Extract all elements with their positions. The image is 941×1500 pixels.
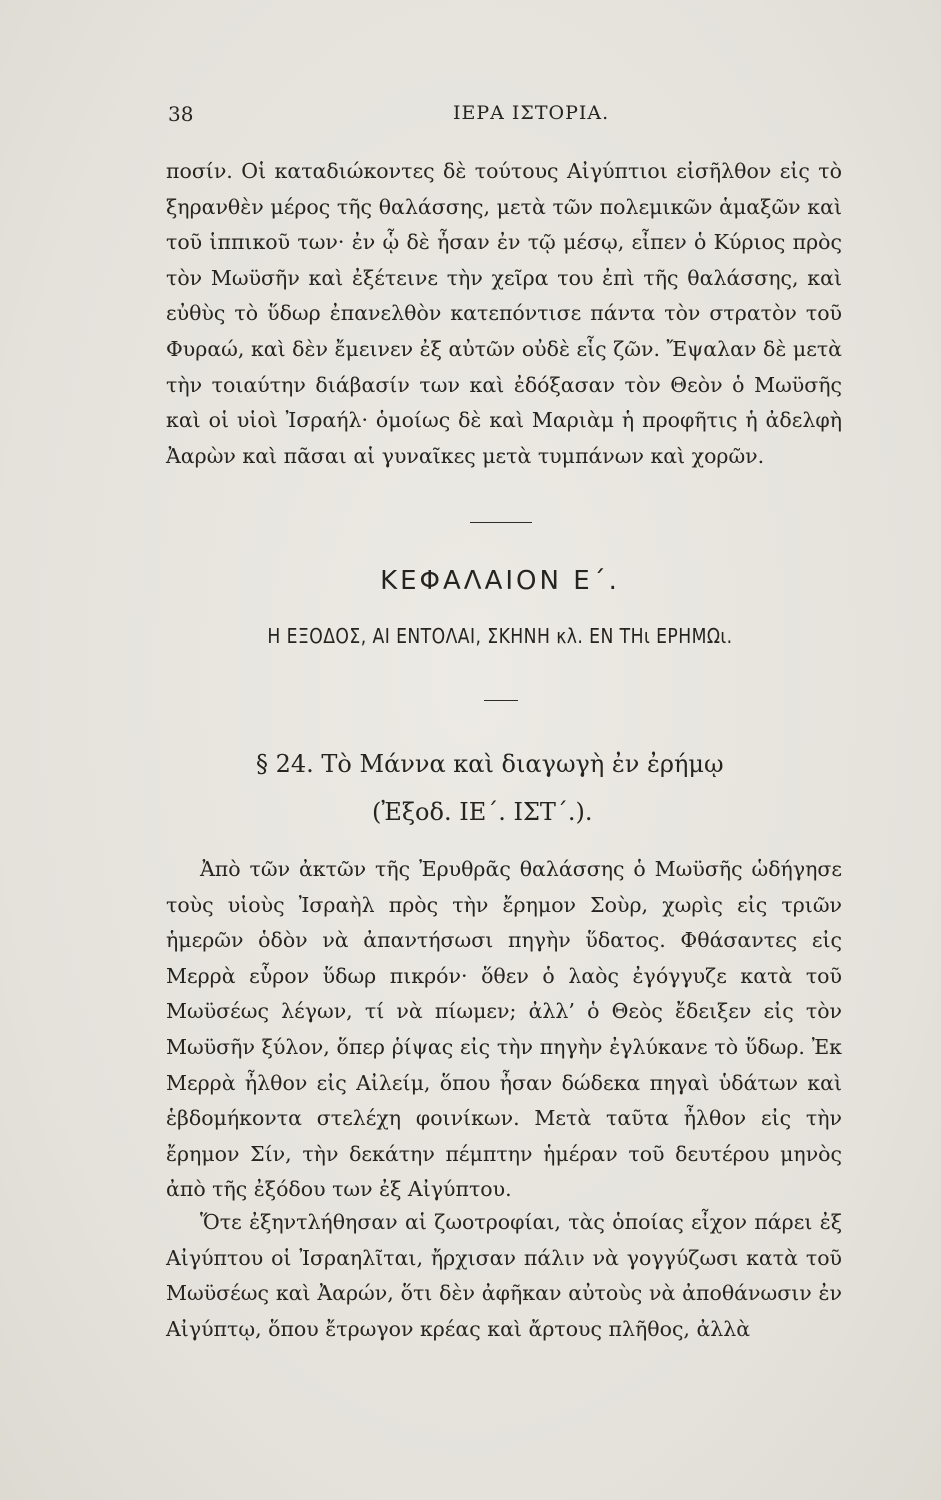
chapter-title: ΚΕΦΑΛΑΙΟΝ Ε΄.	[380, 566, 620, 596]
section-heading: § 24. Τὸ Μάννα καὶ διαγωγὴ ἐν ἐρήμῳ	[256, 750, 724, 778]
paragraph-3: Ὅτε ἐξηντλήθησαν αἱ ζωοτροφίαι, τὰς ὁποίας εἶχον πάρει ἐξ Αἰγύπτου οἱ Ἰσραηλῖται, ἤρχισαν πάλιν νὰ γογγύζωσι κατὰ τοῦ Μωϋσέως καὶ Ἀαρών, ὅτι δὲν ἀφῆκαν αὐτοὺς νὰ ἀποθάνωσιν ἐν Αἰγύπτῳ, ὅπου ἔτρωγον κρέας καὶ ἄρτους πλῆθος, ἀλλὰ	[166, 1210, 842, 1341]
divider-rule	[470, 522, 532, 523]
page-number: 38	[168, 102, 194, 126]
paragraph-2: Ἀπὸ τῶν ἀκτῶν τῆς Ἐρυθρᾶς θαλάσσης ὁ Μωϋσῆς ὡδήγησε τοὺς υἱοὺς Ἰσραὴλ πρὸς τὴν ἔρημον Σοὺρ, χωρὶς εἰς τριῶν ἡμερῶν ὁδὸν νὰ ἀπαντήσωσι πηγὴν ὕδατος. Φθάσαντες εἰς Μερρὰ εὗρον ὕδωρ πικρόν· ὅθεν ὁ λαὸς ἐγόγγυζε κατὰ τοῦ Μωϋσέως λέγων, τί νὰ πίωμεν; ἀλλ’ ὁ Θεὸς ἔδειξεν εἰς τὸν Μωϋσῆν ξύλον, ὅπερ ῥίψας εἰς τὴν πηγὴν ἐγλύκανε τὸ ὕδωρ. Ἐκ Μερρὰ ἦλθον εἰς Αἰλείμ, ὅπου ἦσαν δώδεκα πηγαὶ ὑδάτων καὶ ἑβδομήκοντα στελέχη φοινίκων. Μετὰ ταῦτα ἦλθον εἰς τὴν ἔρημον Σίν, τὴν δεκάτην πέμπτην ἡμέραν τοῦ δευτέρου μηνὸς ἀπὸ τῆς ἐξόδου των ἐξ Αἰγύπτου.	[166, 857, 842, 1202]
section-reference: (Ἐξοδ. ΙΕ΄. ΙΣΤ΄.).	[372, 798, 593, 826]
running-head: ΙΕΡΑ ΙΣΤΟΡΙΑ.	[453, 102, 610, 124]
chapter-subtitle: Η ΕΞΟΔΟΣ, ΑΙ ΕΝΤΟΛΑΙ, ΣΚΗΝΗ κλ. ΕΝ ΤΗι ΕΡΗΜΩι.	[267, 624, 733, 648]
divider-rule-short	[484, 700, 518, 701]
paragraph-1: ποσίν. Οἱ καταδιώκοντες δὲ τούτους Αἰγύπτιοι εἰσῆλθον εἰς τὸ ξηρανθὲν μέρος τῆς θαλάσσης, μετὰ τῶν πολεμικῶν ἁμαξῶν καὶ τοῦ ἱππικοῦ των· ἐν ᾧ δὲ ἦσαν ἐν τῷ μέσῳ, εἶπεν ὁ Κύριος πρὸς τὸν Μωϋσῆν καὶ ἐξέτεινε τὴν χεῖρα του ἐπὶ τῆς θαλάσσης, καὶ εὐθὺς τὸ ὕδωρ ἐπανελθὸν κατεπόντισε πάντα τὸν στρατὸν τοῦ Φυραώ, καὶ δὲν ἔμεινεν ἐξ αὐτῶν οὐδὲ εἷς ζῶν. Ἔψαλαν δὲ μετὰ τὴν τοιαύτην διάβασίν των καὶ ἐδόξασαν τὸν Θεὸν ὁ Μωϋσῆς καὶ οἱ υἱοὶ Ἰσραήλ· ὁμοίως δὲ καὶ Μαριὰμ ἡ προφῆτις ἡ ἀδελφὴ Ἀαρὼν καὶ πᾶσαι αἱ γυναῖκες μετὰ τυμπάνων καὶ χορῶν.	[166, 159, 842, 468]
page-header	[168, 102, 840, 132]
